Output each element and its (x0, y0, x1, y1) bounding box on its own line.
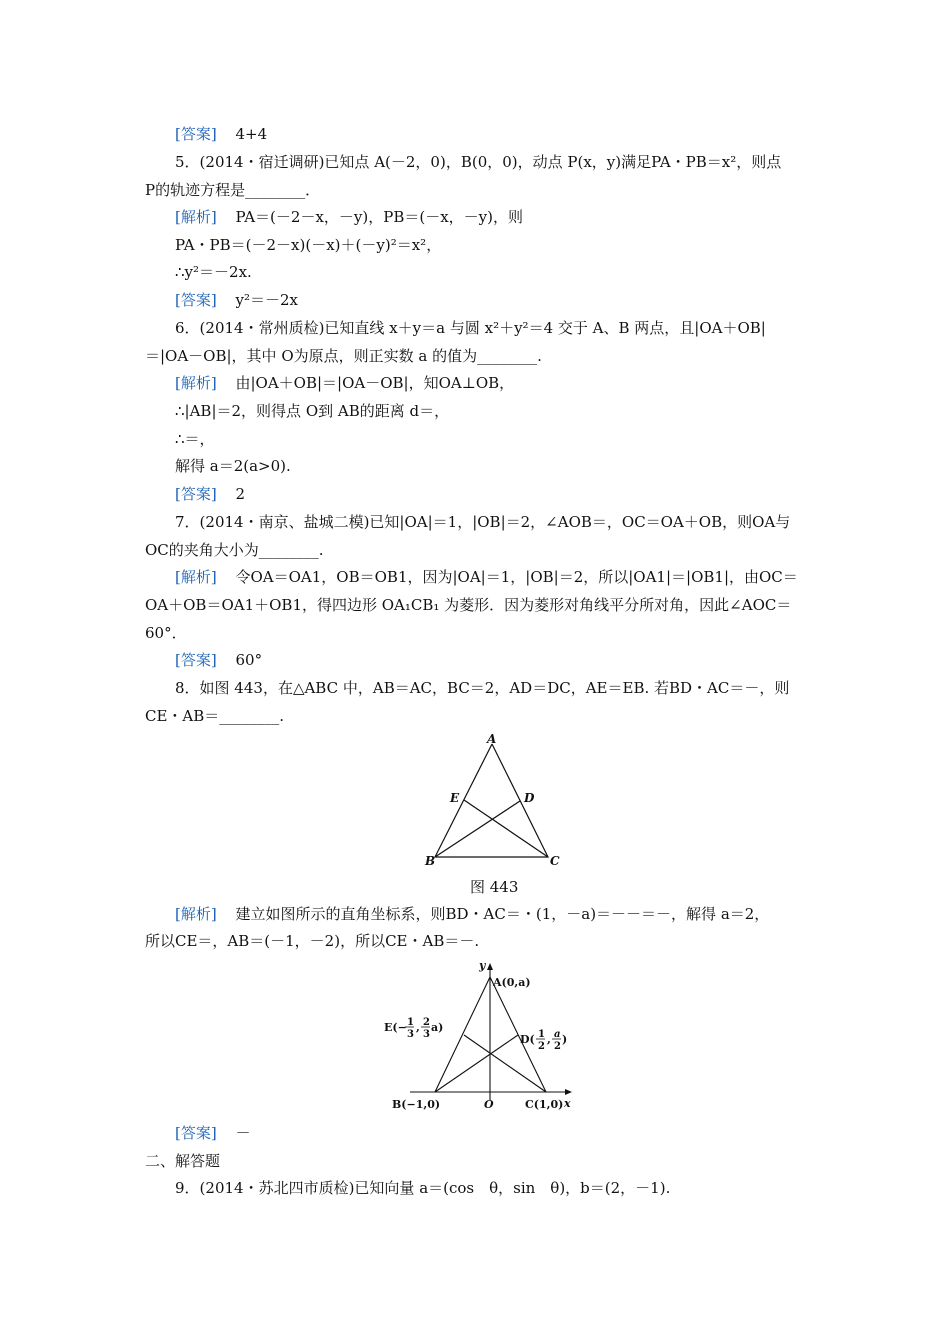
label-x: x (564, 1097, 571, 1110)
label-point-e (384, 1017, 443, 1040)
q5-analysis-text1: PA＝(－2－x，－y)，PB＝(－x，－y)，则 (235, 208, 523, 226)
svg-text:,: , (416, 1021, 420, 1034)
label-point-c: C(1,0) (525, 1098, 564, 1111)
label-d: D (524, 791, 535, 805)
segment-ce (464, 800, 548, 857)
q6-analysis-line2: ∴|AB|＝2，则得点 O到 AB的距离 d＝， (175, 402, 450, 420)
y-axis-arrow-icon (487, 963, 493, 970)
q8-analysis-line1 (175, 904, 769, 924)
q6-analysis-line3: ∴＝， (175, 430, 215, 448)
q4-answer-line (175, 124, 267, 144)
svg-text:a: a (554, 1029, 561, 1040)
section-heading: 二、解答题 (145, 1152, 221, 1170)
svg-text:2: 2 (554, 1041, 561, 1052)
q5-analysis-line1 (175, 207, 523, 227)
analysis-tag: [解析] (175, 905, 217, 923)
svg-text:): ) (562, 1033, 568, 1046)
q8-analysis-text1: 建立如图所示的直角坐标系，则BD・AC＝・(1，－a)＝－－＝－，解得 a＝2， (235, 905, 770, 923)
svg-text:1: 1 (538, 1029, 545, 1040)
q5-analysis-line3: ∴y²＝－2x. (175, 263, 252, 281)
svg-text:1: 1 (407, 1017, 414, 1028)
q7-stem-line1: 7．(2014・南京、盐城二模)已知|OA|＝1，|OB|＝2，∠AOB＝，OC＝OA＋OB，则OA与 (175, 513, 791, 531)
q7-analysis-text1: 令OA＝OA1，OB＝OB1，因为|OA|＝1，|OB|＝2，所以|OA1|＝|OB1|，由OC＝ (235, 568, 798, 586)
answer-tag: [答案] (175, 1124, 217, 1142)
q5-stem-line2: P的轨迹方程是________． (145, 181, 321, 199)
q5-analysis-line2: PA・PB＝(－2－x)(－x)＋(－y)²＝x²， (175, 236, 442, 254)
label-b: B (425, 854, 436, 868)
q7-answer-line (175, 650, 262, 670)
q7-analysis-line3: 60°． (145, 624, 187, 642)
q9-stem-line1: 9．(2014・苏北四市质检)已知向量 a＝(cos θ，sin θ)，b＝(2，－1). (175, 1179, 671, 1197)
q6-analysis-text1: 由|OA＋OB|＝|OA－OB|，知OA⊥OB， (235, 374, 515, 392)
q8-answer: － (235, 1124, 251, 1142)
label-point-d (520, 1029, 567, 1052)
q6-analysis-line1 (175, 373, 514, 393)
svg-text:2: 2 (423, 1017, 430, 1028)
q7-analysis-line2: OA＋OB＝OA1＋OB1，得四边形 OA₁CB₁ 为菱形．因为菱形对角线平分所对角，因此∠AOC＝ (145, 596, 792, 614)
q8-answer-line (175, 1123, 251, 1143)
svg-text:2: 2 (538, 1041, 545, 1052)
svg-text:E(−: E(− (384, 1021, 407, 1034)
answer-tag: [答案] (175, 291, 217, 309)
coordinate-figure (380, 955, 580, 1115)
q6-analysis-line4: 解得 a＝2(a>0). (175, 457, 291, 475)
svg-text:3: 3 (423, 1029, 430, 1040)
label-a: A (487, 732, 497, 746)
triangle-figure-443 (420, 730, 570, 870)
figure-443-caption: 图 443 (470, 878, 519, 896)
q7-analysis-line1 (175, 567, 798, 587)
answer-tag: [答案] (175, 125, 217, 143)
q8-stem-line2: CE・AB＝________. (145, 707, 285, 725)
label-e: E (450, 791, 460, 805)
svg-text:3: 3 (407, 1029, 414, 1040)
analysis-tag: [解析] (175, 374, 217, 392)
q6-stem-line1: 6．(2014・常州质检)已知直线 x＋y＝a 与圆 x²＋y²＝4 交于 A、B 两点，且|OA＋OB| (175, 319, 766, 337)
svg-text:a): a) (431, 1021, 444, 1034)
q6-stem-line2: ＝|OA－OB|，其中 O为原点，则正实数 a 的值为________. (145, 347, 542, 365)
analysis-tag: [解析] (175, 568, 217, 586)
q5-answer-line (175, 290, 298, 310)
answer-tag: [答案] (175, 485, 217, 503)
q7-answer: 60° (235, 651, 263, 669)
q7-stem-line2: OC的夹角大小为________. (145, 541, 324, 559)
label-point-a: A(0,a) (493, 976, 531, 989)
q5-stem-line1: 5．(2014・宿迁调研)已知点 A(－2，0)，B(0，0)，动点 P(x，y)满足PA・PB＝x²，则点 (175, 153, 782, 171)
q8-analysis-line2: 所以CE＝，AB＝(－1，－2)，所以CE・AB＝－. (145, 932, 480, 950)
x-axis-arrow-icon (565, 1089, 572, 1095)
q5-answer: y²＝－2x (235, 291, 298, 309)
label-c: C (550, 854, 560, 868)
label-y: y (479, 959, 486, 972)
q8-stem-line1: 8．如图 443，在△ABC 中，AB＝AC，BC＝2，AD＝DC，AE＝EB. 若BD・AC＝－，则 (175, 679, 790, 697)
analysis-tag: [解析] (175, 208, 217, 226)
q4-answer: 4+4 (235, 125, 268, 143)
svg-text:D(: D( (520, 1033, 535, 1046)
svg-text:,: , (547, 1033, 551, 1046)
label-origin: O (484, 1098, 494, 1111)
q6-answer: 2 (235, 485, 246, 503)
answer-tag: [答案] (175, 651, 217, 669)
q6-answer-line (175, 484, 245, 504)
label-point-b: B(−1,0) (392, 1098, 441, 1111)
